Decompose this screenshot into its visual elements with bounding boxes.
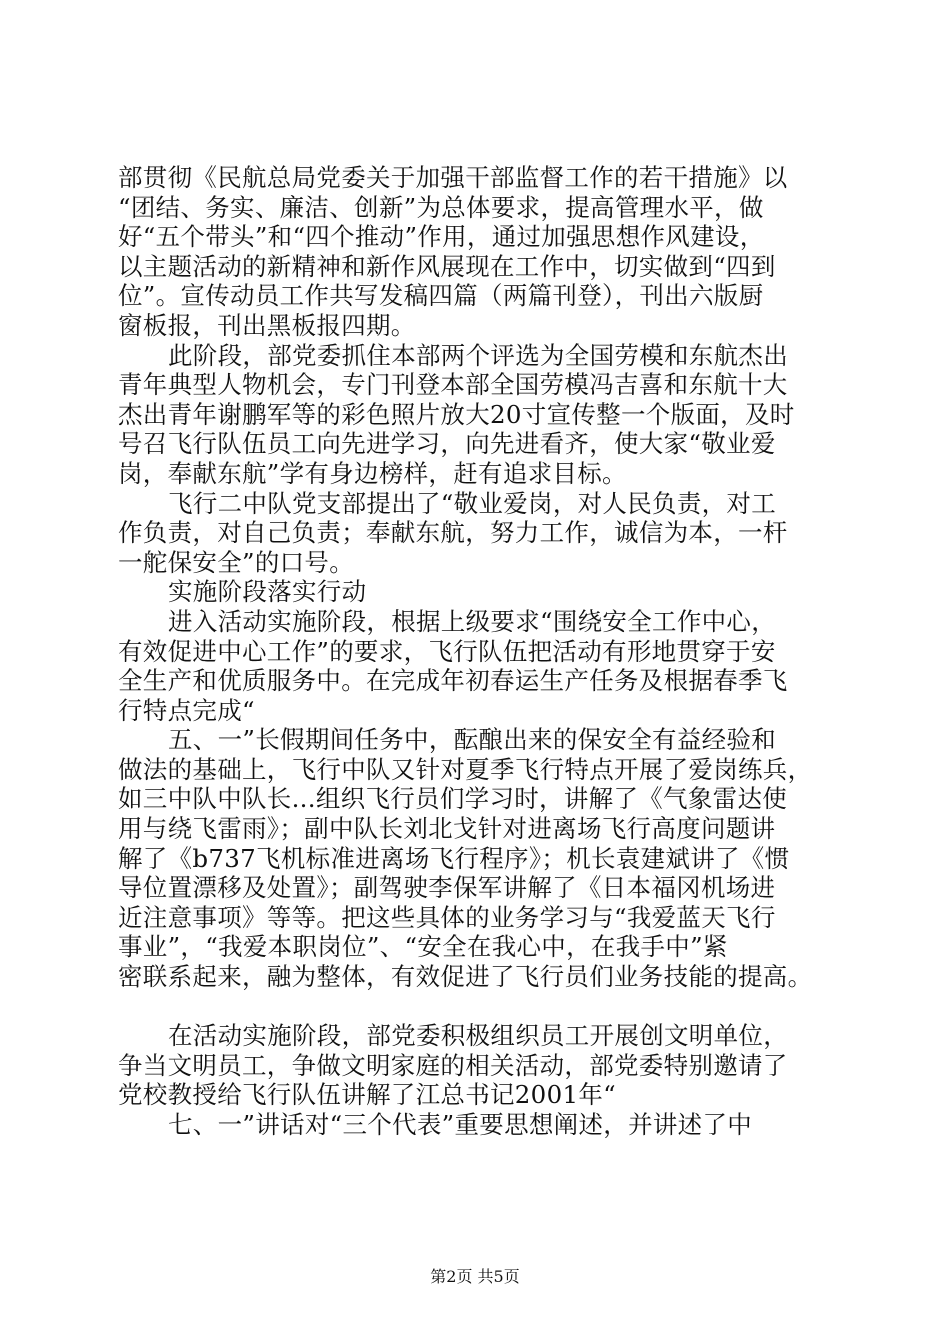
- paragraph-gap: [118, 992, 838, 1022]
- text-line: 窗板报，刊出黑板报四期。: [118, 310, 416, 340]
- text-line: 做法的基础上，飞行中队又针对夏季飞行特点开展了爱岗练兵，: [118, 754, 813, 784]
- page-number-footer: 第2页 共5页: [430, 1267, 520, 1286]
- text-line: 作负责，对自己负责；奉献东航，努力工作，诚信为本，一杆: [118, 518, 788, 548]
- text-line: 用与绕飞雷雨》；副中队长刘北戈针对进离场飞行高度问题讲: [118, 814, 776, 844]
- text-line: 好“五个带头”和“四个推动”作用，通过加强思想作风建设，: [118, 222, 765, 252]
- text-line: 一舵保安全”的口号。: [118, 547, 355, 577]
- text-line: 岗，奉献东航”学有身边榜样，赶有追求目标。: [118, 458, 627, 488]
- document-body: [118, 163, 838, 1140]
- text-line: 导位置漂移及处置》；副驾驶李保军讲解了《日本福冈机场进: [118, 873, 776, 903]
- text-line: 密联系起来，融为整体，有效促进了飞行员们业务技能的提高。: [118, 962, 813, 992]
- paragraph-start: 进入活动实施阶段，根据上级要求“围绕安全工作中心，: [168, 606, 777, 636]
- text-line: 杰出青年谢鹏军等的彩色照片放大20寸宣传整一个版面，及时: [118, 399, 795, 429]
- text-line: 如三中队中队长...组织飞行员们学习时，讲解了《气象雷达使: [118, 784, 788, 814]
- paragraph-start: 五、一”长假期间任务中，酝酿出来的保安全有益经验和: [168, 725, 777, 755]
- text-line: “团结、务实、廉洁、创新”为总体要求，提高管理水平，做: [118, 192, 764, 222]
- text-line: 以主题活动的新精神和新作风展现在工作中，切实做到“四到: [118, 251, 776, 281]
- paragraph-start: 飞行二中队党支部提出了“敬业爱岗，对人民负责，对工: [168, 488, 777, 518]
- text-line: 党校教授给飞行队伍讲解了江总书记2001年“: [118, 1080, 616, 1110]
- paragraph-start: 在活动实施阶段，部党委积极组织员工开展创文明单位，: [168, 1021, 788, 1051]
- text-line: 位”。宣传动员工作共写发稿四篇（两篇刊登），刊出六版厨: [118, 281, 764, 311]
- text-line: 争当文明员工，争做文明家庭的相关活动，部党委特别邀请了: [118, 1050, 788, 1080]
- text-line: 青年典型人物机会，专门刊登本部全国劳模冯吉喜和东航十大: [118, 370, 788, 400]
- section-heading: 实施阶段落实行动: [168, 577, 367, 607]
- text-line: 行特点完成“: [118, 695, 255, 725]
- text-line: 解了《b737飞机标准进离场飞行程序》；机长袁建斌讲了《惯: [118, 843, 790, 873]
- text-line: 事业”，“我爱本职岗位”、“安全在我心中，在我手中”紧: [118, 932, 728, 962]
- text-line: 部贯彻《民航总局党委关于加强干部监督工作的若干措施》以: [118, 163, 788, 192]
- text-line: 号召飞行队伍员工向先进学习，向先进看齐，使大家“敬业爱: [118, 429, 776, 459]
- text-line: 全生产和优质服务中。在完成年初春运生产任务及根据春季飞: [118, 666, 788, 696]
- text-line: 有效促进中心工作”的要求，飞行队伍把活动有形地贯穿于安: [118, 636, 776, 666]
- text-line: 近注意事项》等等。把这些具体的业务学习与“我爱蓝天飞行: [118, 902, 776, 932]
- paragraph-start: 此阶段，部党委抓住本部两个评选为全国劳模和东航杰出: [168, 340, 788, 370]
- paragraph-start: 七、一”讲话对“三个代表”重要思想阐述，并讲述了中: [168, 1110, 753, 1139]
